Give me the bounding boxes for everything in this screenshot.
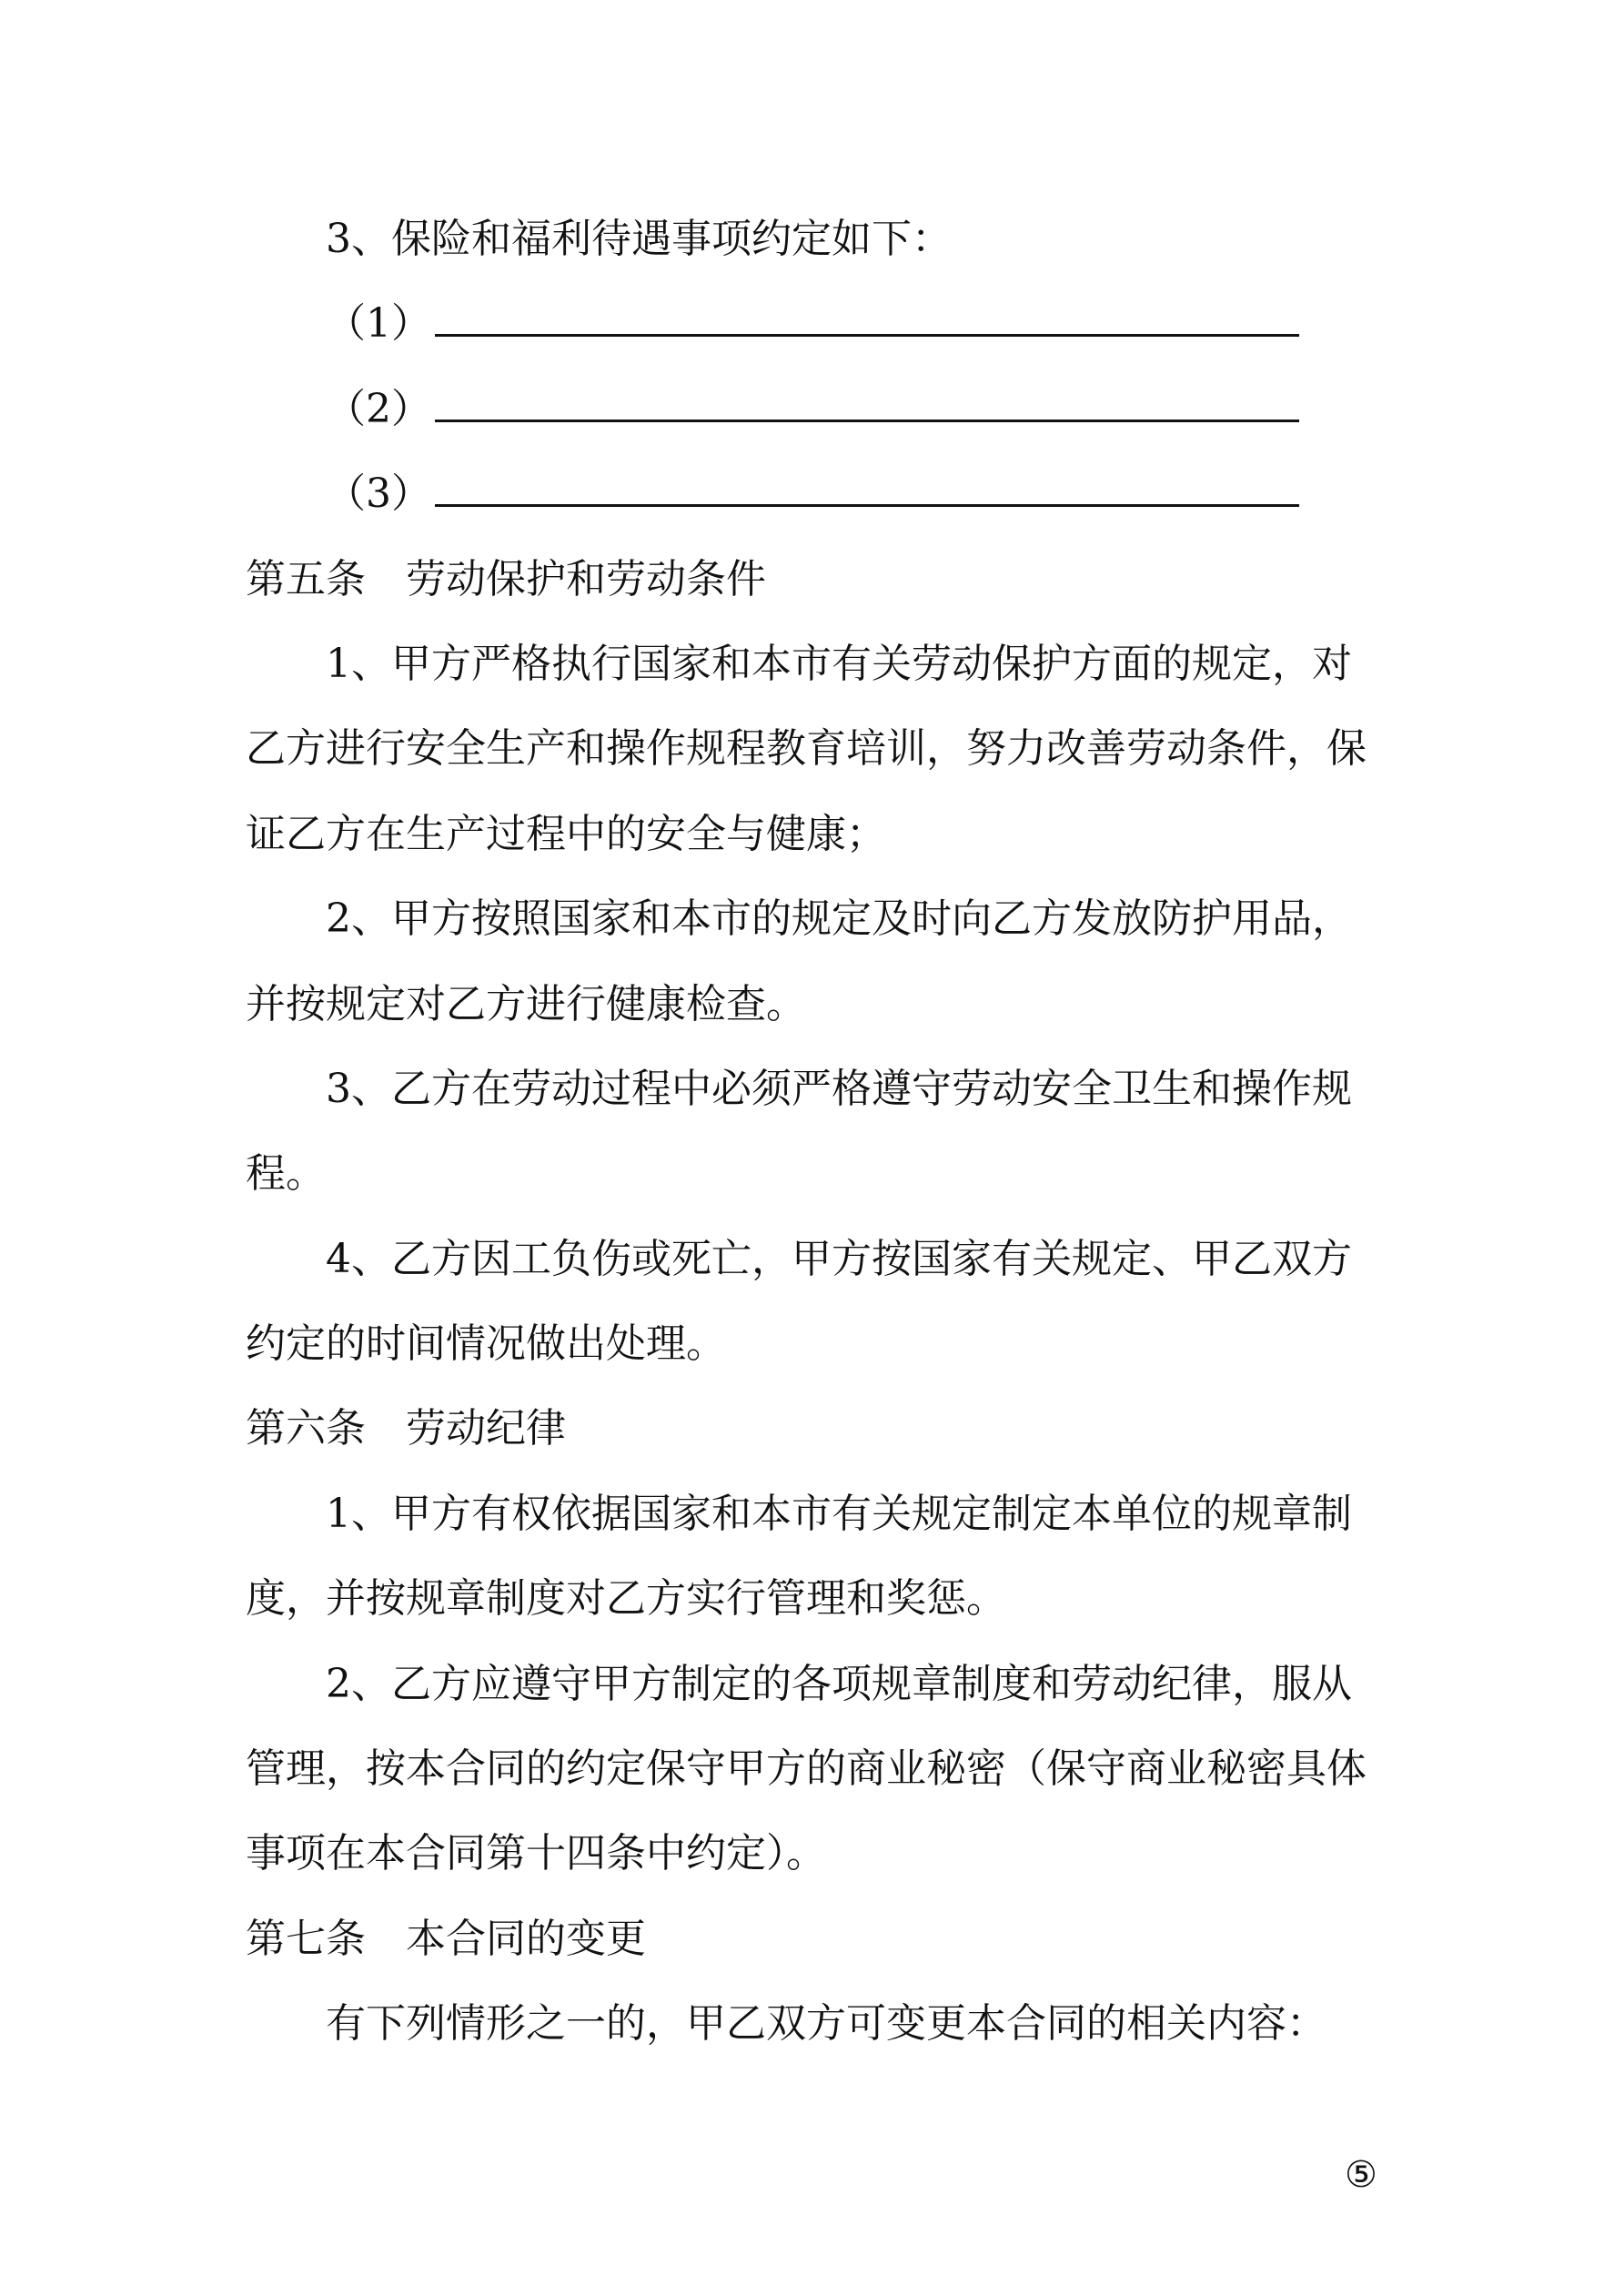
contract-line: 1、甲方有权依据国家和本市有关规定制定本单位的规章制 <box>326 1490 1352 1537</box>
contract-page-body <box>246 197 1410 2067</box>
contract-line: 2、乙方应遵守甲方制定的各项规章制度和劳动纪律，服从 <box>326 1660 1352 1707</box>
section-heading-article-6: 第六条 劳动纪律 <box>246 1405 566 1452</box>
contract-line: 度，并按规章制度对乙方实行管理和奖惩。 <box>246 1575 1006 1623</box>
contract-line: 3、乙方在劳动过程中必须严格遵守劳动安全卫生和操作规 <box>326 1065 1352 1112</box>
contract-line: 并按规定对乙方进行健康检查。 <box>246 980 806 1027</box>
contract-line: 证乙方在生产过程中的安全与健康； <box>246 810 886 857</box>
contract-line: 事项在本合同第十四条中约定）。 <box>246 1830 826 1877</box>
page-number: ⑤ <box>1345 2154 1377 2196</box>
contract-line: 2、甲方按照国家和本市的规定及时向乙方发放防护用品， <box>326 895 1352 943</box>
section-heading-article-5: 第五条 劳动保护和劳动条件 <box>246 555 766 602</box>
fill-in-blank <box>435 464 1299 507</box>
blank-line <box>246 281 1410 366</box>
contract-line: 程。 <box>246 1150 326 1198</box>
contract-line: 管理，按本合同的约定保守甲方的商业秘密（保守商业秘密具体 <box>246 1745 1367 1793</box>
fill-in-blank <box>435 294 1299 337</box>
contract-line: 约定的时间情况做出处理。 <box>246 1320 726 1368</box>
contract-line: 3、保险和福利待遇事项约定如下： <box>326 216 952 262</box>
contract-line: 有下列情形之一的，甲乙双方可变更本合同的相关内容： <box>326 2000 1326 2048</box>
contract-line: 1、甲方严格执行国家和本市有关劳动保护方面的规定，对 <box>326 640 1352 687</box>
blank-line-prefix: （3） <box>326 470 431 518</box>
fill-in-blank <box>435 379 1299 422</box>
blank-line <box>246 367 1410 451</box>
contract-line: 乙方进行安全生产和操作规程教育培训，努力改善劳动条件，保 <box>246 725 1367 773</box>
blank-line <box>246 451 1410 536</box>
blank-line-prefix: （2） <box>326 385 431 432</box>
contract-line: 4、乙方因工负伤或死亡，甲方按国家有关规定、甲乙双方 <box>326 1235 1352 1282</box>
blank-line-prefix: （1） <box>326 300 431 348</box>
section-heading-article-7: 第七条 本合同的变更 <box>246 1915 646 1962</box>
